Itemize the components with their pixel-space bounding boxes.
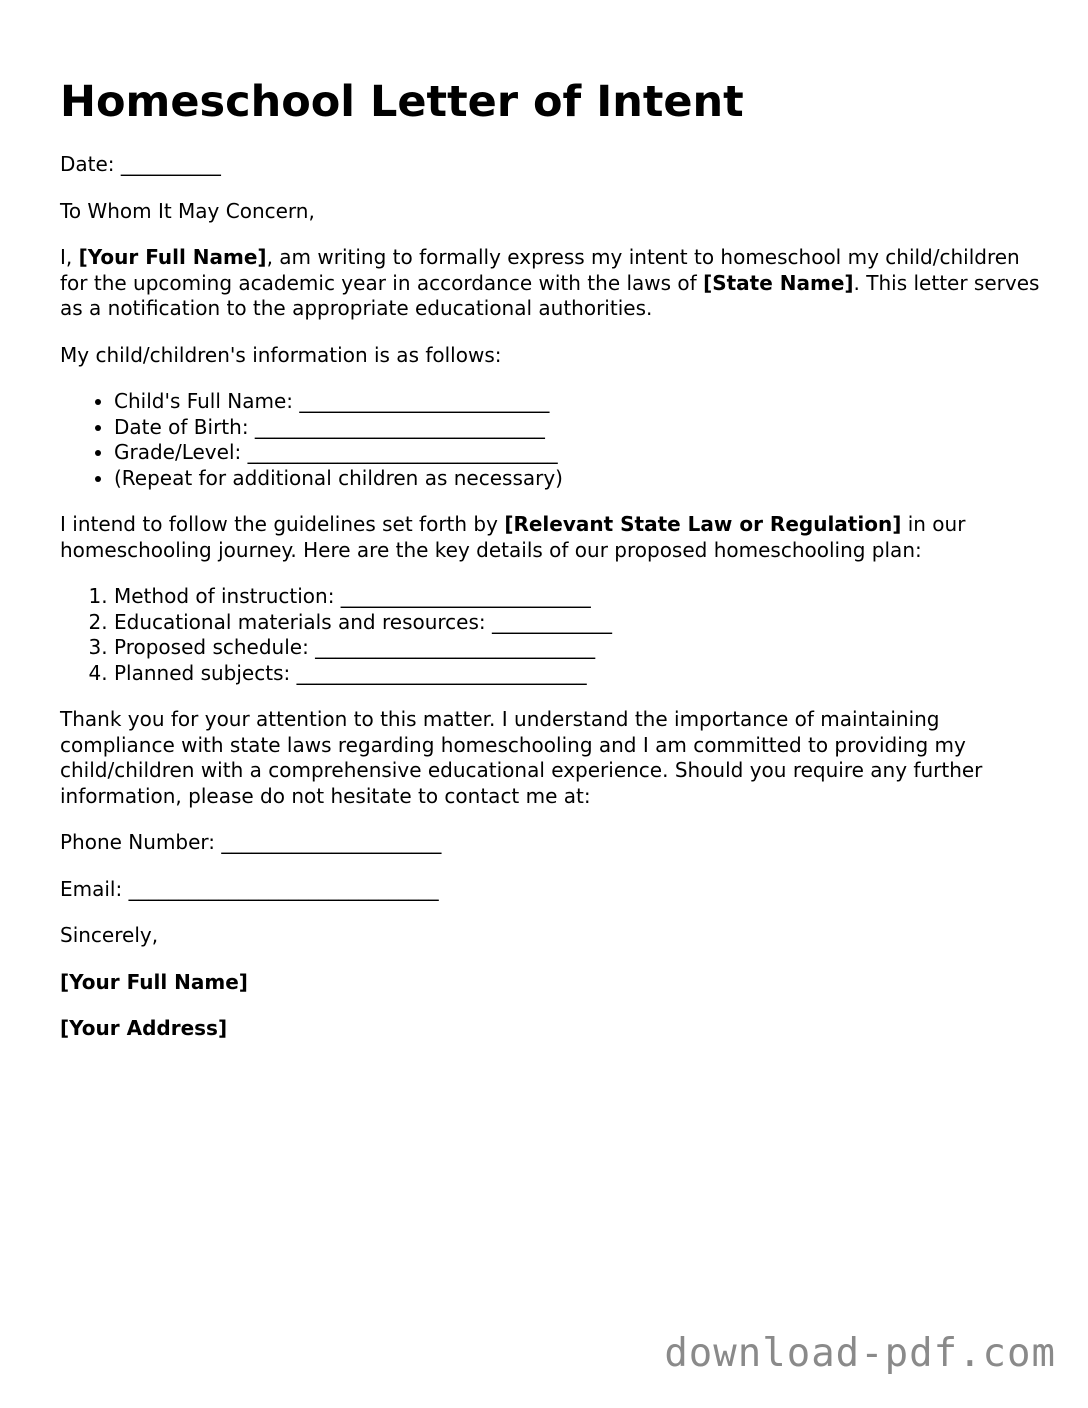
full-name-placeholder: [Your Full Name] [78, 245, 267, 269]
list-item: 4. Planned subjects: _____________________________ [114, 661, 1040, 687]
signoff: Sincerely, [60, 923, 159, 947]
list-item: 3. Proposed schedule: ____________________________ [114, 635, 1040, 661]
children-intro: My child/children's information is as follows: [60, 342, 502, 367]
state-law-placeholder: [Relevant State Law or Regulation] [504, 512, 902, 536]
list-item: 1. Method of instruction: _________________________ [114, 584, 1040, 610]
signature-address [60, 1016, 1040, 1042]
list-item: • Grade/Level: _______________________________ [114, 440, 1040, 466]
list-item: 2. Educational materials and resources: ____________ [114, 610, 1040, 636]
email-line: Email: _______________________________ [60, 876, 439, 901]
plan-intro-paragraph [60, 512, 1040, 563]
intro-text-2: , am writing to formally express my intent to homeschool my child/children for the upcoming academic year in accordance with the laws of [60, 245, 1020, 295]
signature-name [60, 970, 1040, 996]
list-item: • Child's Full Name: _________________________ [114, 389, 1040, 415]
state-name-placeholder: [State Name] [703, 270, 854, 295]
signature-address-text: [Your Address] [60, 1016, 228, 1040]
list-item: • (Repeat for additional children as necessary) [114, 466, 1040, 492]
signature-name-text: [Your Full Name] [60, 969, 248, 994]
closing-paragraph: Thank you for your attention to this matter. I understand the importance of maintaining compliance with state laws regarding homeschooling and I am committed to providing my child/children with a comprehensive educational experience. Should you require any further information, please do not hesitate to contact me at: [60, 707, 983, 808]
phone-line: Phone Number: ______________________ [60, 830, 442, 854]
date-line: Date: __________ [60, 152, 221, 176]
watermark: download-pdf.com [664, 1331, 1056, 1376]
page-title: Homeschool Letter of Intent [60, 77, 744, 127]
intro-paragraph [60, 245, 1040, 322]
letter-document [60, 74, 1040, 1063]
intro-text-3: . This letter serves as a notification to the appropriate educational authorities. [60, 270, 1040, 320]
homeschool-plan-list [60, 584, 1040, 686]
salutation: To Whom It May Concern, [60, 198, 315, 223]
plan-text-1: I intend to follow the guidelines set forth by [60, 512, 505, 536]
children-info-list [60, 389, 1040, 491]
intro-text-1: I, [60, 245, 79, 269]
list-item: • Date of Birth: _____________________________ [114, 415, 1040, 441]
plan-text-2: in our homeschooling journey. Here are the key details of our proposed homeschooling plan: [60, 512, 966, 562]
